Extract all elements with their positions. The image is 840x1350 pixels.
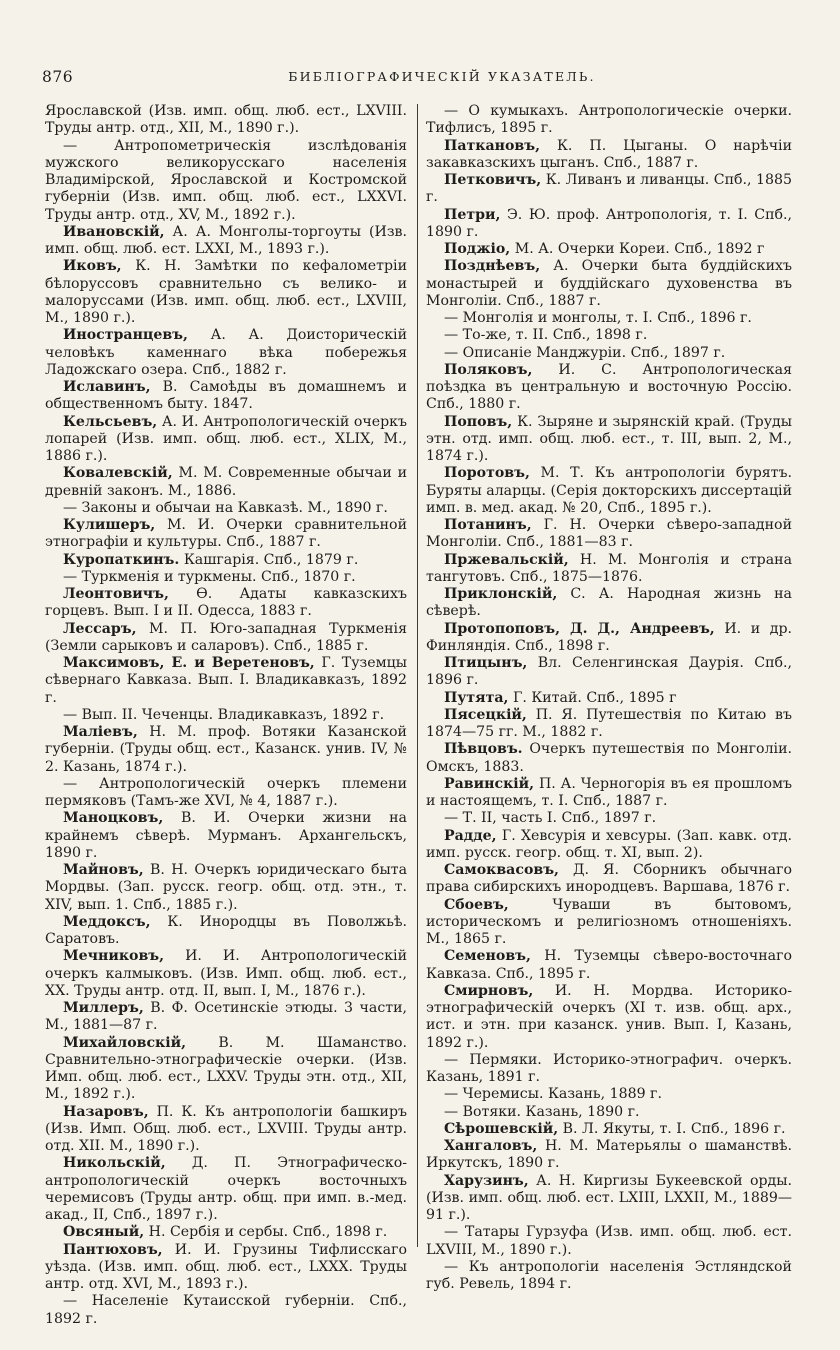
- entry-author: Путята,: [444, 689, 509, 706]
- entry-text: М. П. Юго-западная Туркменія (Земли сарыковъ и саларовъ). Спб., 1885 г.: [45, 620, 407, 654]
- entry-text: И. С. Антропологическая поѣздка въ центральную и восточную Россію. Спб., 1880 г.: [426, 361, 792, 413]
- entry-author: Самоквасовъ,: [444, 862, 559, 878]
- bibliography-entry: [426, 1259, 792, 1294]
- bibliography-entry: [45, 707, 407, 724]
- bibliography-entry: [426, 552, 792, 587]
- bibliography-entry: [45, 948, 407, 1000]
- bibliography-entry: [45, 810, 407, 862]
- entry-author: Потанинъ,: [444, 517, 532, 533]
- entry-text: — Туркменія и туркмены. Спб., 1870 г.: [63, 568, 356, 585]
- entry-author: Харузинъ,: [444, 1172, 529, 1189]
- bibliography-entry: [426, 621, 792, 656]
- entry-text: — О кумыкахъ. Антропологическіе очерки. Тифлисъ, 1895 г.: [426, 103, 792, 137]
- entry-text: К. Зыряне и зырянскій край. (Труды этн. отд. имп. общ. люб. ест., т. III, вып. 2, М., 1874 г.).: [426, 413, 792, 464]
- entry-author: Пржевальскій,: [444, 551, 569, 568]
- bibliography-entry: [45, 1035, 407, 1104]
- bibliography-entry: [426, 707, 792, 742]
- entry-author: Равинскій,: [444, 775, 535, 792]
- entry-text: А. И. Антропологическій очеркъ лопарей (Изв. имп. общ. люб. ест., XLIX, М., 1886 г.).: [45, 413, 407, 464]
- entry-text: С. А. Народная жизнь на сѣверѣ.: [426, 586, 792, 620]
- entry-author: Позднѣевъ,: [444, 258, 541, 275]
- bibliography-entry: [45, 1293, 407, 1328]
- entry-text: — То-же, т. II. Спб., 1898 г.: [444, 327, 648, 344]
- bibliography-entry: [426, 207, 792, 242]
- entry-author: Маліевъ,: [63, 724, 138, 740]
- entry-author: Иславинъ,: [63, 379, 151, 395]
- bibliography-entry: [45, 1242, 407, 1294]
- entry-text: И. И. Грузины Тифлисскаго уѣзда. (Изв. имп. общ. люб. ест., LXXX. Труды антр. отд. XVI, М., 1893 г.).: [45, 1241, 407, 1292]
- entry-author: Лессаръ,: [63, 620, 137, 637]
- bibliography-entry: [45, 776, 407, 811]
- bibliography-entry: [45, 327, 407, 379]
- bibliography-entry: [45, 465, 407, 500]
- bibliography-entry: [426, 1138, 792, 1173]
- entry-text: Очеркъ путешествія по Монголіи. Омскъ, 1883.: [426, 741, 792, 775]
- entry-text: П. Я. Путешествія по Китаю въ 1874—75 гг. М., 1882 г.: [426, 706, 792, 740]
- bibliography-entry: [45, 414, 407, 466]
- entry-author: Протопоповъ, Д. Д., Андреевъ,: [444, 620, 715, 637]
- entry-text: И. И. Антропологическій очеркъ калмыковъ. (Изв. Имп. общ. люб. ест., XX. Труды антр. отд. II, вып. I, М., 1876 г.).: [45, 948, 407, 999]
- entry-text: — Антропометрическія изслѣдованія мужского великорусскаго населенія Владимірской, Ярославской и Костромской губерніи (Изв. имп. общ. люб. ест., LXXVI. Труды антр. отд., XV, М., 1892 г.).: [45, 137, 407, 223]
- entry-text: В. Ф. Осетинскіе этюды. 3 части, М., 1881—87 г.: [45, 1000, 407, 1034]
- entry-text: — Монголія и монголы, т. I. Спб., 1896 г.: [444, 310, 752, 326]
- entry-author: Семеновъ,: [444, 948, 531, 965]
- bibliography-entry: [426, 1086, 792, 1103]
- entry-author: Приклонскій,: [444, 586, 558, 602]
- entry-author: Поповъ,: [444, 413, 513, 430]
- entry-text: Г. Китай. Спб., 1895 г: [508, 689, 677, 706]
- page-number: 876: [42, 68, 74, 86]
- entry-text: К. Ливанъ и ливанцы. Спб., 1885 г.: [426, 172, 792, 206]
- bibliography-entry: [426, 465, 792, 517]
- entry-text: — Вып. II. Чеченцы. Владикавказъ, 1892 г.: [63, 706, 385, 723]
- bibliography-entry: [426, 1052, 792, 1087]
- entry-author: Мечниковъ,: [63, 948, 165, 965]
- entry-text: И. и др. Финляндія. Спб., 1898 г.: [426, 620, 792, 654]
- entry-author: Петри,: [444, 206, 501, 223]
- bibliography-entry: [426, 414, 792, 466]
- bibliography-entry: [426, 810, 792, 827]
- entry-text: — Черемисы. Казань, 1889 г.: [444, 1086, 662, 1103]
- bibliography-entry: [426, 1173, 792, 1225]
- entry-author: Сбоевъ,: [444, 896, 509, 913]
- bibliography-entry: [45, 103, 407, 138]
- entry-author: Радде,: [444, 827, 497, 844]
- entry-text: Г. Туземцы сѣвернаго Кавказа. Вып. I. Владикавказъ, 1892 г.: [45, 655, 407, 706]
- entry-text: Н. Туземцы сѣверо-восточнаго Кавказа. Спб., 1895 г.: [426, 948, 792, 982]
- entry-author: Петковичъ,: [444, 172, 542, 188]
- entry-text: М. А. Очерки Кореи. Спб., 1892 г: [510, 241, 765, 257]
- entry-author: Леонтовичъ,: [63, 586, 169, 602]
- entry-text: К. П. Цыганы. О нарѣчіи закавказскихъ цыганъ. Спб., 1887 г.: [426, 137, 792, 171]
- entry-author: Куропаткинъ.: [63, 551, 180, 568]
- entry-text: И. Н. Мордва. Историко-этнографическій очеркъ (XI т. изв. общ. арх., ист. и этн. при казанск. унив. Вып. I, Казань, 1892 г.).: [426, 982, 792, 1051]
- entry-author: Майновъ,: [63, 862, 144, 878]
- entry-text: — Къ антропологіи населенія Эстляндской губ. Ревель, 1894 г.: [426, 1258, 792, 1292]
- entry-author: Назаровъ,: [63, 1103, 149, 1120]
- bibliography-entry: [45, 862, 407, 914]
- entry-text: Вл. Селенгинская Даурія. Спб., 1896 г.: [426, 655, 792, 689]
- bibliography-entry: [426, 983, 792, 1052]
- entry-author: Хангаловъ,: [444, 1138, 538, 1154]
- bibliography-entry: [426, 362, 792, 414]
- entry-text: — Антропологическій очеркъ племени пермяковъ (Тамъ-же XVI, № 4, 1887 г.).: [45, 775, 407, 809]
- bibliography-entry: [426, 517, 792, 552]
- bibliography-entry: [45, 1155, 407, 1224]
- right-column: [426, 103, 792, 1293]
- entry-author: Иковъ,: [63, 258, 122, 275]
- entry-text: Н. М. Матерьялы о шаманствѣ. Иркутскъ, 1890 г.: [426, 1138, 792, 1172]
- entry-author: Ковалевскій,: [63, 465, 173, 482]
- bibliography-entry: [426, 241, 792, 258]
- entry-text: А. А. Монголы-торгоуты (Изв. имп. общ. люб. ест. LXXI, М., 1893 г.).: [45, 223, 407, 257]
- entry-text: А. Очерки быта буддійскихъ монастырей и буддійскаго духовенства въ Монголіи. Спб., 1887 г.: [426, 258, 792, 309]
- entry-text: П. А. Черногорія въ ея прошломъ и настоящемъ, т. I. Спб., 1887 г.: [426, 775, 792, 809]
- bibliography-entry: [426, 741, 792, 776]
- entry-author: Маноцковъ,: [63, 810, 164, 827]
- entry-author: Сѣрошевскій,: [444, 1120, 559, 1137]
- entry-text: — Т. II, часть I. Спб., 1897 г.: [444, 810, 657, 827]
- bibliography-entry: [426, 862, 792, 897]
- entry-author: Кулишеръ,: [63, 517, 156, 533]
- entry-text: Г. Н. Очерки сѣверо-западной Монголіи. Спб., 1881—83 г.: [426, 517, 792, 551]
- entry-author: Поджіо,: [444, 241, 511, 257]
- entry-text: Чуваши въ бытовомъ, историческомъ и религіозномъ отношеніяхъ. М., 1865 г.: [426, 896, 792, 947]
- entry-author: Смирновъ,: [444, 982, 534, 999]
- entry-author: Миллеръ,: [63, 1000, 144, 1016]
- bibliography-entry: [426, 1121, 792, 1138]
- entry-text: В. М. Шаманство. Сравнительно-этнографическіе очерки. (Изв. Имп. общ. люб. ест., LXXV. Труды этн. отд., XII, М., 1892 г.).: [45, 1034, 407, 1103]
- bibliography-entry: [45, 552, 407, 569]
- bibliography-entry: [426, 103, 792, 138]
- bibliography-entry: [426, 586, 792, 621]
- bibliography-entry: [45, 724, 407, 776]
- entry-text: Кашгарія. Спб., 1879 г.: [179, 551, 359, 568]
- entry-text: А. А. Доисторическій человѣкъ каменнаго вѣка побережья Ладожскаго озера. Спб., 1882 г.: [45, 327, 407, 378]
- entry-author: Михайловскій,: [63, 1034, 187, 1051]
- bibliography-entry: [45, 569, 407, 586]
- bibliography-entry: [426, 310, 792, 327]
- bibliography-entry: [426, 1224, 792, 1259]
- entry-author: Максимовъ, Е. и Веретеновъ,: [63, 655, 315, 671]
- entry-text: В. И. Очерки жизни на крайнемъ сѣверѣ. Мурманъ. Архангельскъ, 1890 г.: [45, 810, 407, 861]
- entry-text: — Вотяки. Казань, 1890 г.: [444, 1103, 640, 1120]
- bibliography-entry: [45, 379, 407, 414]
- entry-author: Пантюховъ,: [63, 1241, 163, 1258]
- bibliography-entry: [426, 138, 792, 173]
- entry-text: М. И. Очерки сравнительной этнографіи и культуры. Спб., 1887 г.: [45, 517, 407, 551]
- bibliography-entry: [426, 776, 792, 811]
- entry-text: П. К. Къ антропологіи башкиръ (Изв. Имп. Общ. люб. ест., LXVIII. Труды антр. отд. XII. М., 1890 г.).: [45, 1103, 407, 1154]
- entry-author: Меддоксъ,: [63, 913, 151, 930]
- entry-author: Овсяный,: [63, 1224, 145, 1241]
- entry-author: Иностранцевъ,: [63, 327, 188, 344]
- entry-text: В. Н. Очеркъ юридическаго быта Мордвы. (Зап. русск. геогр. общ. отд. этн., т. XIV, вып. 1. Спб., 1885 г.).: [45, 862, 407, 913]
- entry-author: Поротовъ,: [444, 465, 530, 482]
- bibliography-entry: [426, 828, 792, 863]
- entry-text: — Законы и обычаи на Кавказѣ. М., 1890 г.: [63, 499, 388, 516]
- bibliography-entry: [45, 517, 407, 552]
- bibliography-entry: [45, 586, 407, 621]
- entry-text: Н. М. Монголія и страна тангутовъ. Спб., 1875—1876.: [426, 551, 792, 585]
- entry-text: М. М. Современные обычаи и древній законъ. М., 1886.: [45, 465, 407, 499]
- bibliography-entry: [426, 327, 792, 344]
- entry-author: Пѣвцовъ.: [444, 741, 523, 758]
- entry-text: — Пермяки. Историко-этнографич. очеркъ. Казань, 1891 г.: [426, 1051, 792, 1085]
- entry-author: Ивановскій,: [63, 223, 165, 240]
- entry-text: Э. Ю. проф. Антропологія, т. I. Спб., 1890 г.: [426, 206, 792, 240]
- bibliography-entry: [426, 1104, 792, 1121]
- bibliography-entry: [45, 138, 407, 224]
- bibliography-entry: [45, 1104, 407, 1156]
- entry-text: В. Л. Якуты, т. I. Спб., 1896 г.: [558, 1120, 786, 1137]
- bibliography-entry: [45, 1224, 407, 1241]
- entry-text: А. Н. Киргизы Букеевской орды. (Изв. имп. общ. люб. ест. LXIII, LXXII, М., 1889—91 г.).: [426, 1172, 792, 1223]
- bibliography-entry: [426, 172, 792, 207]
- entry-author: Птицынъ,: [444, 655, 528, 671]
- entry-text: — Населеніе Кутаисской губерніи. Спб., 1892 г.: [45, 1293, 407, 1327]
- entry-text: К. Н. Замѣтки по кефалометріи бѣлоруссовъ сравнительно съ велико- и малоруссами (Изв. имп. общ. люб. ест., LXVIII, М., 1890 г.).: [45, 258, 407, 326]
- bibliography-entry: [45, 258, 407, 327]
- page-header: [42, 68, 802, 90]
- entry-author: Паткановъ,: [444, 137, 541, 154]
- bibliography-entry: [426, 345, 792, 362]
- left-column: [45, 103, 407, 1328]
- entry-text: В. Самоѣды въ домашнемъ и общественномъ быту. 1847.: [45, 379, 407, 413]
- bibliography-entry: [426, 897, 792, 949]
- entry-author: Никольскій,: [63, 1155, 166, 1172]
- entry-text: К. Инородцы въ Поволжьѣ. Саратовъ.: [45, 913, 407, 947]
- bibliography-entry: [426, 948, 792, 983]
- entry-text: Г. Хевсурія и хевсуры. (Зап. кавк. отд. имп. русск. геогр. общ. т. XI, вып. 2).: [426, 827, 792, 861]
- bibliography-entry: [45, 500, 407, 517]
- entry-text: Ярославской (Изв. имп. общ. люб. ест., LXVIII. Труды антр. отд., XII, М., 1890 г.).: [45, 103, 407, 137]
- entry-text: Д. П. Этнографическо-антропологическій очеркъ восточныхъ черемисовъ (Труды антр. общ. при имп. в.-мед. акад., II, Спб., 1897 г.).: [45, 1155, 407, 1223]
- entry-author: Поляковъ,: [444, 361, 533, 378]
- entry-text: Д. Я. Сборникъ обычнаго права сибирскихъ инородцевъ. Варшава, 1876 г.: [426, 862, 792, 896]
- entry-text: — Описаніе Манджуріи. Спб., 1897 г.: [444, 344, 726, 361]
- bibliography-entry: [45, 655, 407, 707]
- running-title: БИБЛІОГРАФИЧЕСКІЙ УКАЗАТЕЛЬ.: [288, 69, 596, 84]
- bibliography-entry: [45, 621, 407, 656]
- bibliography-entry: [426, 258, 792, 310]
- entry-text: Н. Сербія и сербы. Спб., 1898 г.: [144, 1224, 388, 1241]
- bibliography-entry: [45, 914, 407, 949]
- bibliography-entry: [426, 655, 792, 690]
- entry-text: М. Т. Къ антропологіи бурятъ. Буряты аларцы. (Серія докторскихъ диссертацій имп. в. мед. акад. № 20, Спб., 1895 г.).: [426, 465, 792, 516]
- bibliography-entry: [426, 690, 792, 707]
- column-divider: [417, 104, 418, 1247]
- entry-text: Н. М. проф. Вотяки Казанской губерніи. (Труды общ. ест., Казанск. унив. IV, № 2. Казань, 1874 г.).: [45, 724, 407, 775]
- bibliography-entry: [45, 224, 407, 259]
- entry-text: Ѳ. Адаты кавказскихъ горцевъ. Вып. I и II. Одесса, 1883 г.: [45, 586, 407, 620]
- entry-author: Пясецкій,: [444, 706, 527, 723]
- entry-author: Кельсьевъ,: [63, 413, 158, 430]
- entry-text: — Татары Гурзуфа (Изв. имп. общ. люб. ест. LXVIII, М., 1890 г.).: [426, 1224, 792, 1258]
- bibliography-entry: [45, 1000, 407, 1035]
